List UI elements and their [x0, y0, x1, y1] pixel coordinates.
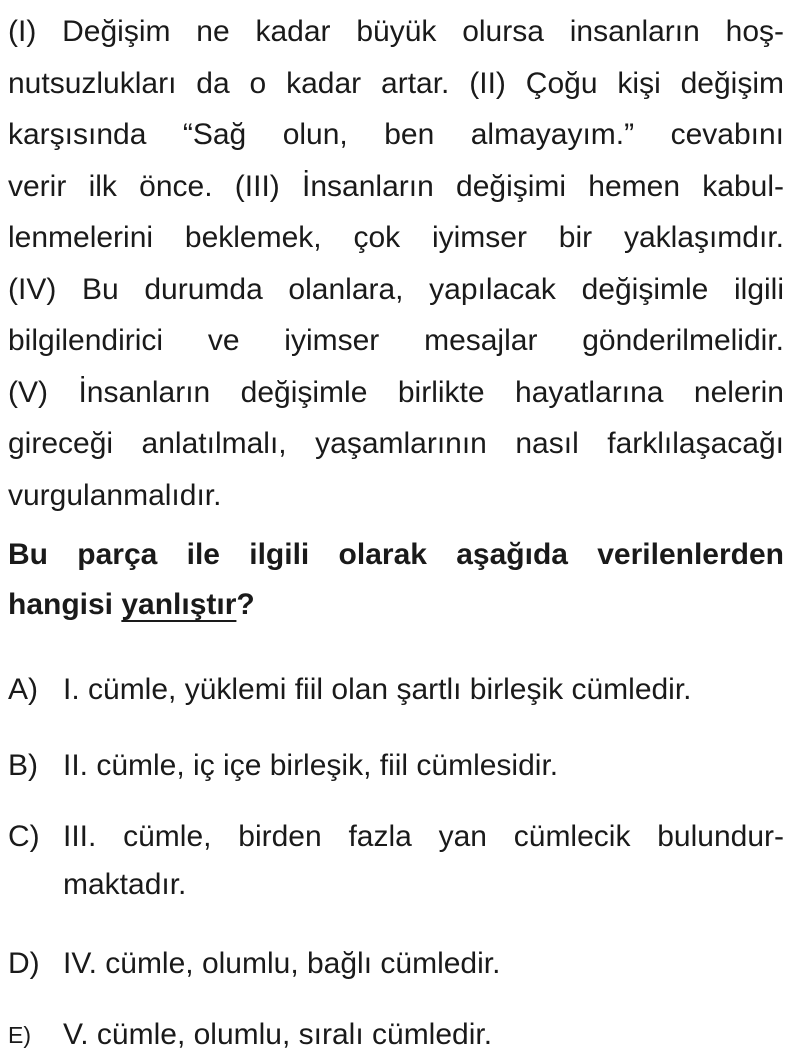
question-stem [8, 530, 784, 630]
passage-line: vurgulanmalıdır. [8, 478, 222, 512]
passage-line: (I) Değişim ne kadar büyük olursa insanların hoş- [8, 15, 784, 48]
passage-line: (V) İnsanların değişimle birlikte hayatlarına nelerin [8, 375, 784, 409]
question-prefix: hangisi [8, 588, 122, 621]
passage-line: gireceği anlatılmalı, yaşamlarının nasıl farklılaşacağı [8, 427, 784, 460]
option-letter: A) [8, 673, 38, 706]
passage-line: bilgilendirici ve iyimser mesajlar gönderilmelidir. [8, 324, 784, 357]
option-line: V. cümle, olumlu, sıralı cümledir. [63, 1018, 493, 1051]
option-line: I. cümle, yüklemi fiil olan şartlı birleşik cümledir. [63, 673, 692, 706]
passage-line: lenmelerini beklemek, çok iyimser bir yaklaşımdır. [8, 221, 784, 254]
option-line: maktadır. [63, 868, 187, 901]
question-line: Bu parça ile ilgili olarak aşağıda verilenlerden [8, 538, 784, 571]
option-letter: B) [8, 749, 38, 782]
passage-line: nutsuzlukları da o kadar artar. (II) Çoğu kişi değişim [8, 66, 784, 100]
option-letter: E) [8, 1022, 31, 1048]
option-text [63, 940, 784, 988]
passage-line: (IV) Bu durumda olanlara, yapılacak değişimle ilgili [8, 272, 784, 306]
option-letter: C) [8, 820, 40, 853]
question-mark: ? [236, 588, 255, 621]
passage-line: verir ilk önce. (III) İnsanların değişimi hemen kabul- [8, 169, 784, 203]
option-text [63, 666, 784, 714]
question-emphasis: yanlıştır [121, 588, 237, 621]
passage [8, 6, 784, 521]
passage-line: karşısında “Sağ olun, ben almayayım.” cevabını [8, 118, 784, 151]
option-line: III. cümle, birden fazla yan cümlecik bulundur- [63, 820, 784, 853]
option-line: IV. cümle, olumlu, bağlı cümledir. [63, 947, 501, 980]
option-text [63, 742, 784, 790]
option-letter: D) [8, 947, 40, 980]
option-text [63, 1011, 784, 1059]
option-text [63, 813, 784, 909]
question-line [8, 580, 784, 630]
option-line: II. cümle, iç içe birleşik, fiil cümlesidir. [63, 749, 559, 782]
